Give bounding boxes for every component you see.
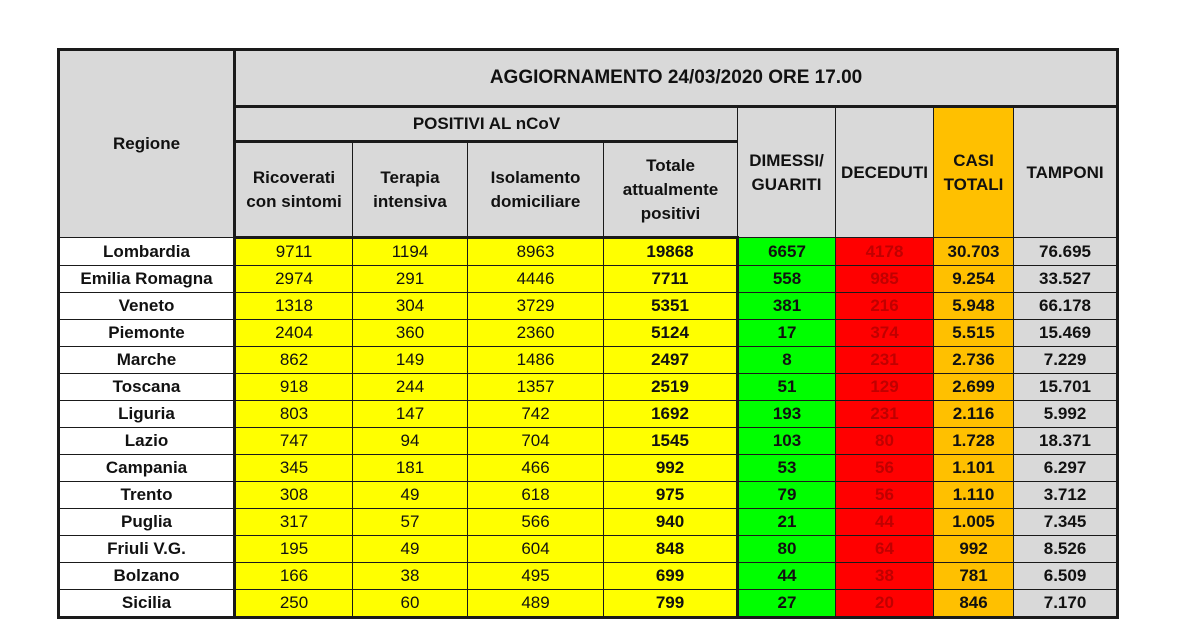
cell-totale: 5351 xyxy=(604,293,738,320)
header-regione: Regione xyxy=(59,50,235,238)
cell-ricoverati: 2404 xyxy=(235,320,353,347)
cell-tamponi: 76.695 xyxy=(1014,238,1118,266)
cell-regione: Lazio xyxy=(59,428,235,455)
cell-totale: 848 xyxy=(604,536,738,563)
cell-casi-totali: 2.116 xyxy=(934,401,1014,428)
cell-regione: Toscana xyxy=(59,374,235,401)
cell-ricoverati: 747 xyxy=(235,428,353,455)
cell-tamponi: 33.527 xyxy=(1014,266,1118,293)
cell-totale: 992 xyxy=(604,455,738,482)
cell-dimessi: 27 xyxy=(738,590,836,618)
cell-isolamento: 495 xyxy=(468,563,604,590)
cell-totale: 2497 xyxy=(604,347,738,374)
cell-regione: Piemonte xyxy=(59,320,235,347)
cell-regione: Bolzano xyxy=(59,563,235,590)
cell-dimessi: 21 xyxy=(738,509,836,536)
cell-ricoverati: 195 xyxy=(235,536,353,563)
cell-terapia: 60 xyxy=(353,590,468,618)
cell-isolamento: 742 xyxy=(468,401,604,428)
table-row xyxy=(59,347,1118,374)
cell-isolamento: 489 xyxy=(468,590,604,618)
cell-ricoverati: 1318 xyxy=(235,293,353,320)
table-row xyxy=(59,563,1118,590)
header-isolamento: Isolamento domiciliare xyxy=(468,142,604,238)
header-terapia: Terapia intensiva xyxy=(353,142,468,238)
cell-regione: Emilia Romagna xyxy=(59,266,235,293)
cell-tamponi: 66.178 xyxy=(1014,293,1118,320)
cell-tamponi: 7.170 xyxy=(1014,590,1118,618)
cell-isolamento: 604 xyxy=(468,536,604,563)
cell-ricoverati: 317 xyxy=(235,509,353,536)
header-dimessi: DIMESSI/ GUARITI xyxy=(738,107,836,238)
cell-casi-totali: 2.699 xyxy=(934,374,1014,401)
cell-deceduti: 56 xyxy=(836,455,934,482)
cell-dimessi: 558 xyxy=(738,266,836,293)
cell-ricoverati: 918 xyxy=(235,374,353,401)
table-title: AGGIORNAMENTO 24/03/2020 ORE 17.00 xyxy=(235,50,1118,107)
cell-deceduti: 374 xyxy=(836,320,934,347)
cell-deceduti: 64 xyxy=(836,536,934,563)
table-row xyxy=(59,590,1118,618)
cell-terapia: 57 xyxy=(353,509,468,536)
cell-totale: 975 xyxy=(604,482,738,509)
cell-totale: 7711 xyxy=(604,266,738,293)
cell-totale: 799 xyxy=(604,590,738,618)
cell-dimessi: 51 xyxy=(738,374,836,401)
table-row xyxy=(59,428,1118,455)
cell-deceduti: 4178 xyxy=(836,238,934,266)
cell-tamponi: 3.712 xyxy=(1014,482,1118,509)
cell-tamponi: 15.469 xyxy=(1014,320,1118,347)
cell-deceduti: 20 xyxy=(836,590,934,618)
table-row xyxy=(59,320,1118,347)
table-row xyxy=(59,509,1118,536)
cell-ricoverati: 166 xyxy=(235,563,353,590)
cell-isolamento: 3729 xyxy=(468,293,604,320)
cell-dimessi: 80 xyxy=(738,536,836,563)
cell-tamponi: 5.992 xyxy=(1014,401,1118,428)
cell-totale: 1545 xyxy=(604,428,738,455)
cell-deceduti: 129 xyxy=(836,374,934,401)
cell-deceduti: 985 xyxy=(836,266,934,293)
cell-deceduti: 231 xyxy=(836,347,934,374)
cell-tamponi: 7.229 xyxy=(1014,347,1118,374)
cell-deceduti: 44 xyxy=(836,509,934,536)
cell-terapia: 360 xyxy=(353,320,468,347)
table-row xyxy=(59,482,1118,509)
cell-isolamento: 2360 xyxy=(468,320,604,347)
cell-regione: Campania xyxy=(59,455,235,482)
header-casi-totali: CASI TOTALI xyxy=(934,107,1014,238)
cell-dimessi: 103 xyxy=(738,428,836,455)
cell-tamponi: 15.701 xyxy=(1014,374,1118,401)
cell-deceduti: 231 xyxy=(836,401,934,428)
table-body xyxy=(59,238,1118,618)
cell-regione: Liguria xyxy=(59,401,235,428)
cell-casi-totali: 5.515 xyxy=(934,320,1014,347)
cell-ricoverati: 250 xyxy=(235,590,353,618)
cell-totale: 5124 xyxy=(604,320,738,347)
cell-terapia: 244 xyxy=(353,374,468,401)
header-totale: Totale attualmente positivi xyxy=(604,142,738,238)
cell-dimessi: 53 xyxy=(738,455,836,482)
cell-deceduti: 80 xyxy=(836,428,934,455)
cell-dimessi: 8 xyxy=(738,347,836,374)
cell-isolamento: 704 xyxy=(468,428,604,455)
cell-isolamento: 1486 xyxy=(468,347,604,374)
cell-casi-totali: 846 xyxy=(934,590,1014,618)
cell-casi-totali: 1.005 xyxy=(934,509,1014,536)
cell-deceduti: 38 xyxy=(836,563,934,590)
cell-regione: Veneto xyxy=(59,293,235,320)
table-row xyxy=(59,374,1118,401)
cell-terapia: 49 xyxy=(353,482,468,509)
cell-terapia: 304 xyxy=(353,293,468,320)
cell-casi-totali: 1.101 xyxy=(934,455,1014,482)
cell-terapia: 149 xyxy=(353,347,468,374)
cell-casi-totali: 1.110 xyxy=(934,482,1014,509)
table-row xyxy=(59,238,1118,266)
table-row xyxy=(59,536,1118,563)
cell-dimessi: 79 xyxy=(738,482,836,509)
cell-casi-totali: 1.728 xyxy=(934,428,1014,455)
cell-isolamento: 618 xyxy=(468,482,604,509)
cell-terapia: 291 xyxy=(353,266,468,293)
cell-ricoverati: 345 xyxy=(235,455,353,482)
header-positivi-group: POSITIVI AL nCoV xyxy=(235,107,738,142)
cell-ricoverati: 308 xyxy=(235,482,353,509)
cell-ricoverati: 803 xyxy=(235,401,353,428)
cell-ricoverati: 9711 xyxy=(235,238,353,266)
cell-casi-totali: 992 xyxy=(934,536,1014,563)
table-row xyxy=(59,455,1118,482)
cell-tamponi: 6.297 xyxy=(1014,455,1118,482)
cell-regione: Marche xyxy=(59,347,235,374)
cell-totale: 2519 xyxy=(604,374,738,401)
cell-tamponi: 18.371 xyxy=(1014,428,1118,455)
cell-casi-totali: 30.703 xyxy=(934,238,1014,266)
cell-dimessi: 17 xyxy=(738,320,836,347)
cell-isolamento: 466 xyxy=(468,455,604,482)
cell-terapia: 1194 xyxy=(353,238,468,266)
cell-regione: Lombardia xyxy=(59,238,235,266)
cell-deceduti: 56 xyxy=(836,482,934,509)
cell-totale: 940 xyxy=(604,509,738,536)
cell-dimessi: 381 xyxy=(738,293,836,320)
header-deceduti: DECEDUTI xyxy=(836,107,934,238)
cell-isolamento: 8963 xyxy=(468,238,604,266)
cell-casi-totali: 2.736 xyxy=(934,347,1014,374)
cell-dimessi: 6657 xyxy=(738,238,836,266)
cell-casi-totali: 781 xyxy=(934,563,1014,590)
cell-deceduti: 216 xyxy=(836,293,934,320)
cell-ricoverati: 2974 xyxy=(235,266,353,293)
cell-dimessi: 44 xyxy=(738,563,836,590)
cell-dimessi: 193 xyxy=(738,401,836,428)
header-tamponi: TAMPONI xyxy=(1014,107,1118,238)
cell-isolamento: 566 xyxy=(468,509,604,536)
cell-isolamento: 1357 xyxy=(468,374,604,401)
cell-isolamento: 4446 xyxy=(468,266,604,293)
cell-terapia: 38 xyxy=(353,563,468,590)
table-row xyxy=(59,266,1118,293)
cell-totale: 699 xyxy=(604,563,738,590)
cell-terapia: 181 xyxy=(353,455,468,482)
cell-casi-totali: 9.254 xyxy=(934,266,1014,293)
cell-casi-totali: 5.948 xyxy=(934,293,1014,320)
cell-totale: 1692 xyxy=(604,401,738,428)
cell-regione: Friuli V.G. xyxy=(59,536,235,563)
cell-totale: 19868 xyxy=(604,238,738,266)
cell-tamponi: 6.509 xyxy=(1014,563,1118,590)
cell-terapia: 49 xyxy=(353,536,468,563)
header-ricoverati: Ricoverati con sintomi xyxy=(235,142,353,238)
cell-terapia: 147 xyxy=(353,401,468,428)
cell-regione: Puglia xyxy=(59,509,235,536)
cell-terapia: 94 xyxy=(353,428,468,455)
cell-tamponi: 8.526 xyxy=(1014,536,1118,563)
cell-regione: Trento xyxy=(59,482,235,509)
cell-ricoverati: 862 xyxy=(235,347,353,374)
table-row xyxy=(59,401,1118,428)
table-row xyxy=(59,293,1118,320)
covid-regional-table xyxy=(57,48,1119,619)
cell-tamponi: 7.345 xyxy=(1014,509,1118,536)
cell-regione: Sicilia xyxy=(59,590,235,618)
